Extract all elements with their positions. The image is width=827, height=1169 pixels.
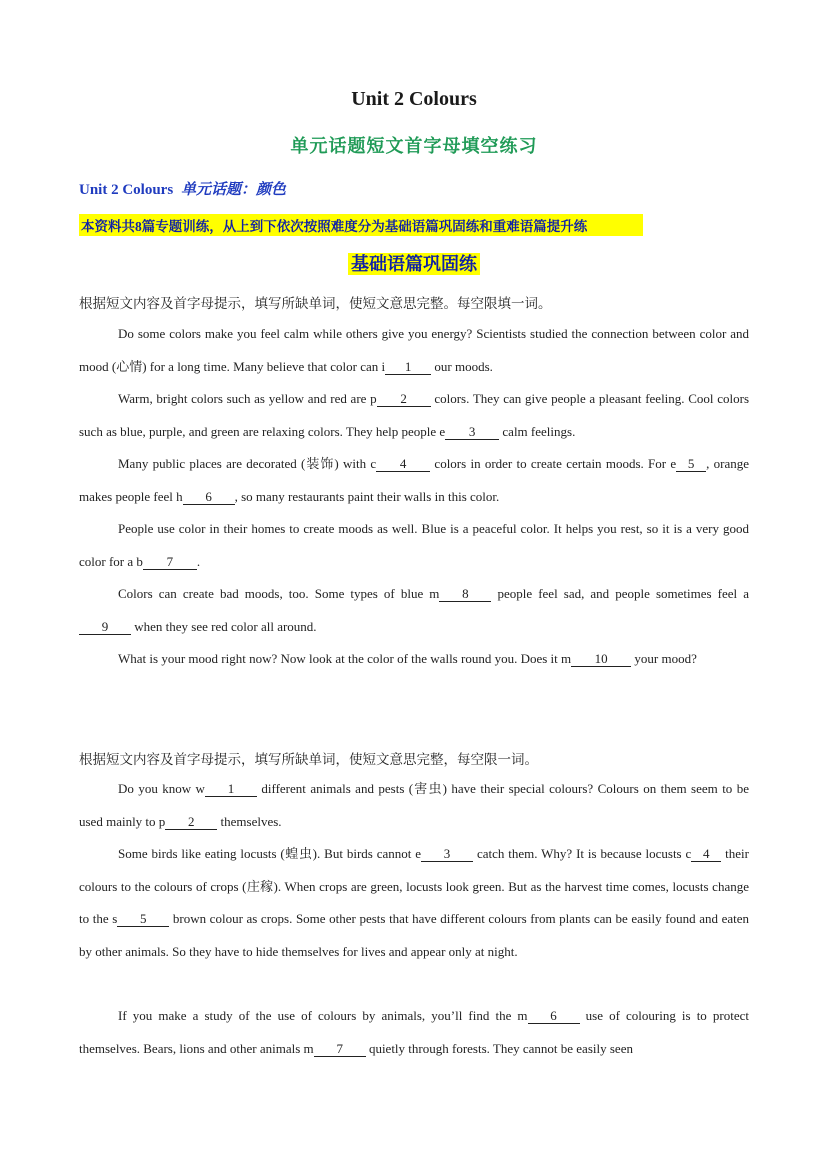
passage1-paragraph-4: People use color in their homes to create moods as well. Blue is a peaceful color. It helps you rest, so it is a very good color for a b 7 .	[79, 521, 749, 569]
passage1-paragraph-2: Warm, bright colors such as yellow and red are p 2 colors. They can give people a pleasant feeling. Cool colors such as blue, purple, and green are relaxing colors. They help people e 3 calm feelings.	[79, 391, 750, 439]
unit-topic-line	[79, 178, 286, 199]
answer-blank-3[interactable]: 3	[445, 424, 499, 440]
unit-topic: 单元话题：颜色	[180, 182, 286, 198]
passage1-paragraph-5: Colors can create bad moods, too. Some types of blue m 8 people feel sad, and people sometimes feel a9 when they see red color all around.	[79, 578, 749, 643]
answer-blank-6[interactable]: 6	[528, 1008, 580, 1024]
page-title: Unit 2 Colours	[351, 88, 477, 110]
answer-blank-5[interactable]: 5	[117, 911, 169, 927]
answer-blank-10[interactable]: 10	[571, 651, 631, 667]
answer-blank-9[interactable]: 9	[79, 619, 131, 635]
answer-blank-2[interactable]: 2	[165, 814, 217, 830]
page-subtitle: 单元话题短文首字母填空练习	[290, 136, 538, 156]
answer-blank-4[interactable]: 4	[376, 456, 430, 472]
answer-blank-3[interactable]: 3	[421, 846, 473, 862]
answer-blank-5[interactable]: 5	[676, 456, 706, 472]
passage1-paragraph-3: Many public places are decorated (装饰) with c 4 colors in order to create certain moods. For e 5 , orange makes people feel h 6 , so many restaurants paint their walls in this color.	[79, 456, 750, 504]
answer-blank-1[interactable]: 1	[205, 781, 257, 797]
answer-blank-4[interactable]: 4	[691, 846, 721, 862]
answer-blank-2[interactable]: 2	[377, 391, 431, 407]
answer-blank-6[interactable]: 6	[183, 489, 235, 505]
answer-blank-1[interactable]: 1	[385, 359, 431, 375]
answer-blank-7[interactable]: 7	[314, 1041, 366, 1057]
passage1-paragraph-6: What is your mood right now? Now look at the color of the walls round you. Does it m 10 your mood?	[118, 651, 697, 666]
answer-blank-7[interactable]: 7	[143, 554, 197, 570]
passage2-paragraph-3: If you make a study of the use of colours by animals, you’ll find the m 6 use of colouring is to protect themselves. Bears, lions and other animals m 7 quietly through forests. They cannot be easily seen	[79, 1008, 749, 1056]
answer-blank-8[interactable]: 8	[439, 586, 491, 602]
section-heading	[79, 250, 749, 276]
passage2-paragraph-1: Do you know w 1 different animals and pests (害虫) have their special colours? Colours on them seem to be used mainly to p 2 themselves.	[79, 781, 749, 829]
passage1-paragraph-1: Do some colors make you feel calm while others give you energy? Scientists studied the connection between color and mood (心情) for a long time. Many believe that color can i 1 our moods.	[79, 326, 749, 374]
passage2-paragraph-2: Some birds like eating locusts (蝗虫). But birds cannot e 3 catch them. Why? It is because locusts c 4 their colours to the colours of crops (庄稼). When crops are green, locusts look green. But as the harvest time comes, locusts change to the s 5 brown colour as crops. Some other pests that have different colours from plants can be easily found and eaten by other animals. So they have to hide themselves for lives and appear only at night.	[79, 846, 749, 959]
passage1-instruction: 根据短文内容及首字母提示，填写所缺单词，使短文意思完整。每空限填一词。	[79, 296, 552, 311]
highlighted-notice: 本资料共8篇专题训练，从上到下依次按照难度分为基础语篇巩固练和重难语篇提升练	[79, 214, 643, 236]
section-heading-text: 基础语篇巩固练	[348, 253, 480, 275]
unit-label: Unit 2 Colours	[79, 182, 174, 198]
passage2-instruction: 根据短文内容及首字母提示，填写所缺单词，使短文意思完整，每空限一词。	[79, 752, 538, 767]
